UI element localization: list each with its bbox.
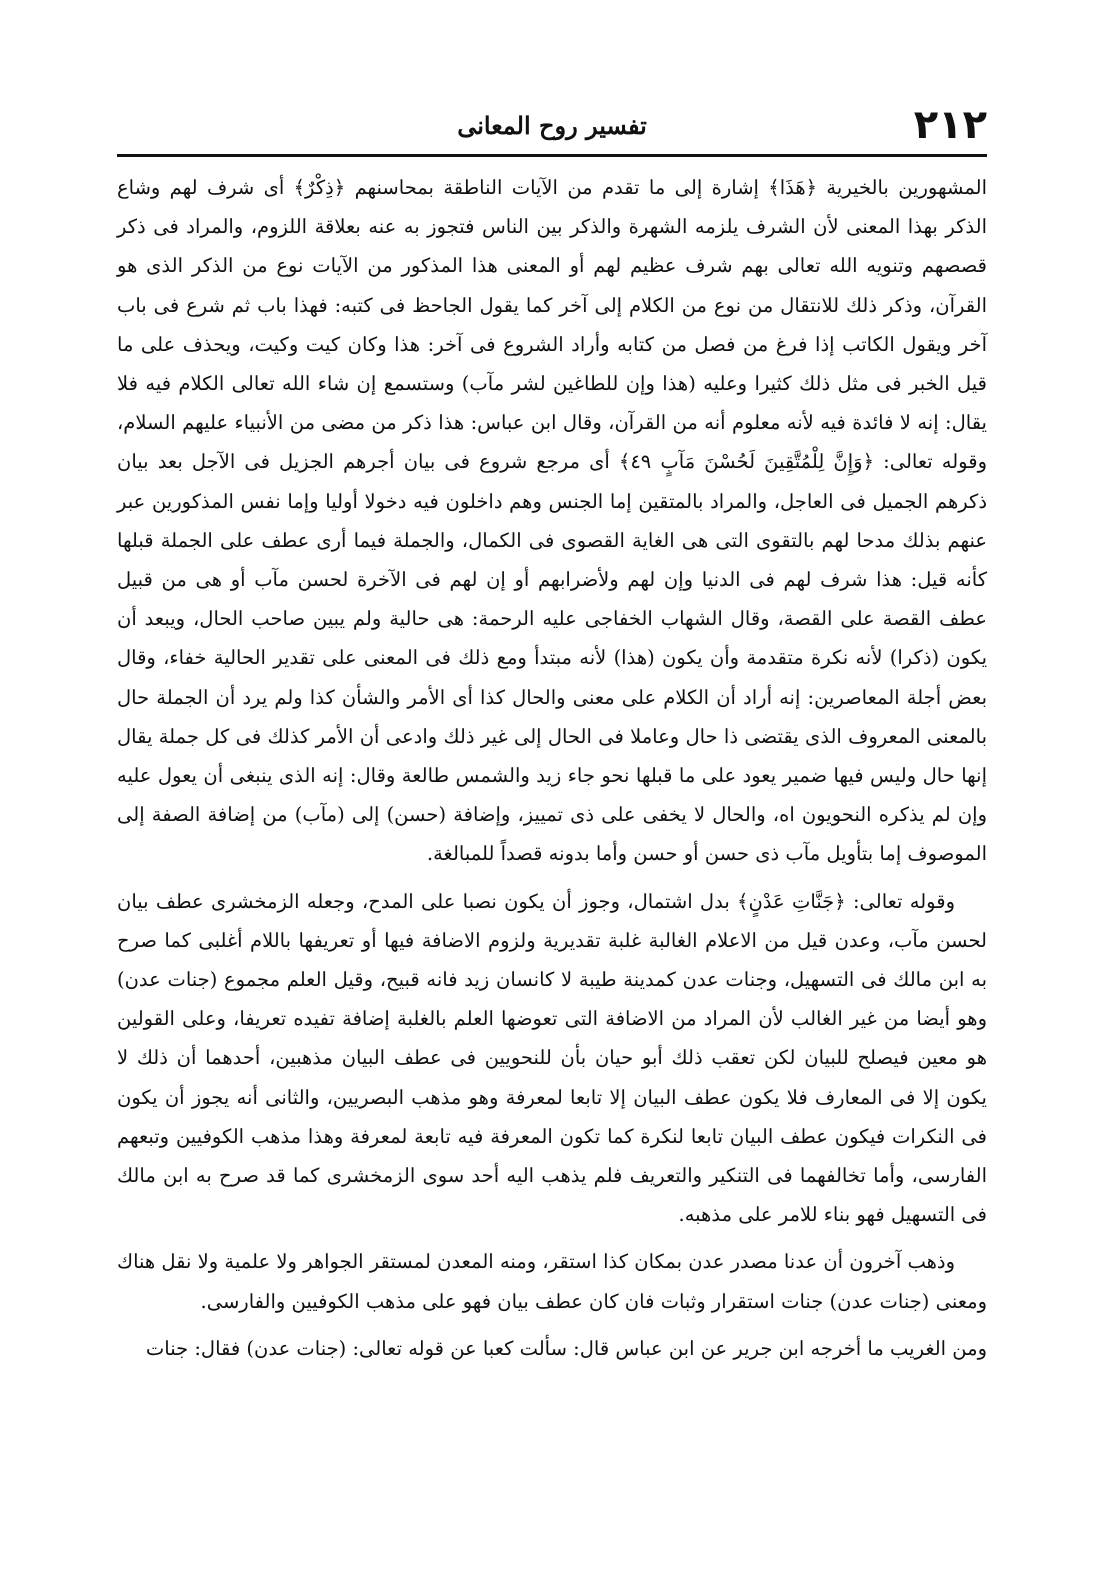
paragraph: وذهب آخرون أن عدنا مصدر عدن بمكان كذا استقر، ومنه المعدن لمستقر الجواهر ولا علمية ولا نقل هناك ومعنى (جنات عدن) جنات استقرار وثبات فان كان عطف بيان فهو على مذهب الكوفيين والفارسى. <box>117 1250 987 1313</box>
paragraph: وقوله تعالى: ﴿جَنَّاتِ عَدْنٍ﴾ بدل اشتمال، وجوز أن يكون نصبا على المدح، وجعله الزمخشرى عطف بيان لحسن مآب، وعدن قيل من الاعلام الغالبة غلبة تقديرية ولزوم الاضافة فيها أو تعريفها باللام أغلبى كما صرح به ابن مالك فى التسهيل، وجنات عدن كمدينة طيبة لا كانسان زيد فانه قبيح، وقيل العلم مجموع (جنات عدن) وهو أيضا من غير الغالب لأن المراد من الاضافة التى تعوضها العلم بالغلبة إضافة تفيده تعريفا، وعلى القولين هو معين فيصلح للبيان لكن تعقب ذلك أبو حيان بأن للنحويين فى عطف البيان مذهبين، أحدهما أن ذلك لا يكون إلا فى المعارف فلا يكون عطف البيان إلا تابعا لمعرفة وهو مذهب البصريين، والثانى أنه يجوز أن يكون فى النكرات فيكون عطف البيان تابعا لنكرة كما تكون المعرفة فيه تابعة لمعرفة وهذا مذهب الكوفيين وتبعهم الفارسى، وأما تخالفهما فى التنكير والتعريف فلم يذهب اليه أحد سوى الزمخشرى كما قد صرح به ابن مالك فى التسهيل فهو بناء للامر على مذهبه. <box>117 889 987 1227</box>
paragraph: المشهورين بالخيرية ﴿هَذَا﴾ إشارة إلى ما تقدم من الآيات الناطقة بمحاسنهم ﴿ذِكْرٌ﴾ أى شرف لهم وشاع الذكر بهذا المعنى لأن الشرف يلزمه الشهرة والذكر بين الناس فتجوز به عنه بعلاقة اللزوم، والمراد فى ذكر قصصهم وتنويه الله تعالى بهم شرف عظيم لهم أو المعنى هذا المذكور من الآيات نوع من الذكر الذى هو القرآن، وذكر ذلك للانتقال من نوع من الكلام إلى آخر كما يقول الجاحظ فى كتبه: فهذا باب ثم شرع فى باب آخر ويقول الكاتب إذا فرغ من فصل من كتابه وأراد الشروع فى آخر: هذا وكان كيت وكيت، ويحذف على ما قيل الخبر فى مثل ذلك كثيرا وعليه (هذا وإن للطاغين لشر مآب) وستسمع إن شاء الله تعالى الكلام فيه فلا يقال: إنه لا فائدة فيه لأنه معلوم أنه من القرآن، وقال ابن عباس: هذا ذكر من مضى من الأنبياء عليهم السلام، وقوله تعالى: ﴿وَإِنَّ لِلْمُتَّقِينَ لَحُسْنَ مَآبٍ ٤٩﴾ أى مرجع شروع فى بيان أجرهم الجزيل فى الآجل بعد بيان ذكرهم الجميل فى العاجل، والمراد بالمتقين إما الجنس وهم داخلون فيه دخولا أوليا وإما نفس المذكورين عبر عنهم بذلك مدحا لهم بالتقوى التى هى الغاية القصوى فى الكمال، والجملة فيما أرى عطف على الجملة قبلها كأنه قيل: هذا شرف لهم فى الدنيا وإن لهم ولأضرابهم أو إن لهم فى الآخرة لحسن مآب أو هى من قبيل عطف القصة على القصة، وقال الشهاب الخفاجى عليه الرحمة: هى حالية ولم يبين صاحب الحال، ويبعد أن يكون (ذكرا) لأنه نكرة متقدمة وأن يكون (هذا) لأنه مبتدأ ومع ذلك فى المعنى على تقدير الحالية خفاء، وقال بعض أجلة المعاصرين: إنه أراد أن الكلام على معنى والحال كذا أى الأمر والشأن كذا ولم يرد أن الجملة حال بالمعنى المعروف الذى يقتضى ذا حال وعاملا فى الحال إلى غير ذلك وادعى أن الأمر كذلك فى كل جملة يقال إنها حال وليس فيها ضمير يعود على ما قبلها نحو جاء زيد والشمس طالعة وقال: إنه الذى ينبغى أن يعول عليه وإن لم يذكره النحويون اه، والحال لا يخفى على ذى تمييز، وإضافة (حسن) إلى (مآب) من إضافة الصفة إلى الموصوف إما بتأويل مآب ذى حسن أو حسن وأما بدونه قصداً للمبالغة. <box>117 176 987 866</box>
header-rule <box>117 154 987 157</box>
page-body <box>117 168 987 1368</box>
running-title: تفسير روح المعانى <box>457 111 647 140</box>
page-number: ٢١٢ <box>913 102 987 148</box>
page-header <box>117 100 987 154</box>
paragraph: ومن الغريب ما أخرجه ابن جرير عن ابن عباس قال: سألت كعبا عن قوله تعالى: (جنات عدن) فقال: جنات <box>145 1336 987 1360</box>
